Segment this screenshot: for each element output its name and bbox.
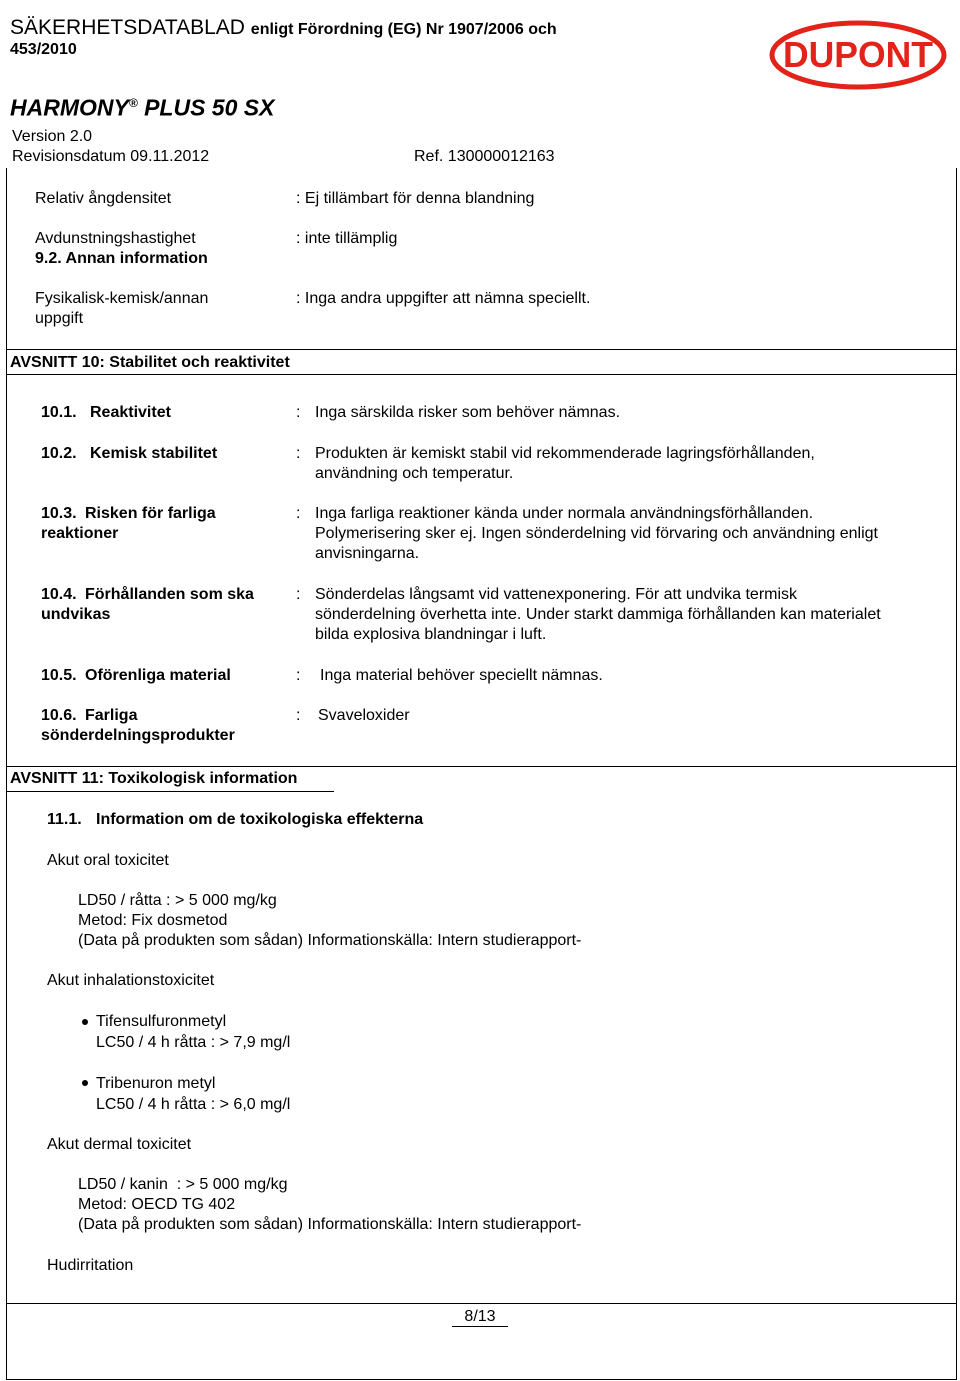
s10-5-text: Inga material behöver speciellt nämnas. bbox=[320, 667, 603, 684]
version: Version 2.0 bbox=[12, 128, 93, 145]
s10-4-label: Förhållanden som ska bbox=[85, 586, 254, 603]
s10-3-text-line2: Polymerisering sker ej. Ingen sönderdelning vid förvaring och användning enligt bbox=[315, 525, 878, 542]
s10-1-label: Reaktivitet bbox=[90, 404, 171, 421]
s11-1-number: 11.1. bbox=[47, 811, 82, 828]
inhal-substance-2: Tribenuron metyl bbox=[96, 1075, 216, 1092]
section10-bottom-rule bbox=[6, 374, 957, 375]
title-regulation: enligt Förordning (EG) Nr 1907/2006 och bbox=[250, 21, 557, 38]
s10-5-label: Oförenliga material bbox=[85, 667, 231, 684]
s10-3-label: Risken för farliga bbox=[85, 505, 216, 522]
inhal-substance-1: Tifensulfuronmetyl bbox=[96, 1013, 227, 1030]
s10-6-number: 10.6. bbox=[41, 707, 77, 724]
oral-ld50: LD50 / råtta : > 5 000 mg/kg bbox=[78, 892, 277, 909]
inhal-value-2: LC50 / 4 h råtta : > 6,0 mg/l bbox=[96, 1096, 291, 1113]
s9-label-relative-vapour-density: Relativ ångdensitet bbox=[35, 190, 172, 207]
s9-label-other-line2: uppgift bbox=[35, 310, 84, 327]
dupont-logo bbox=[768, 20, 948, 90]
s9-value-other: : Inga andra uppgifter att nämna speciellt. bbox=[296, 290, 591, 307]
dermal-ld50: LD50 / kanin : > 5 000 mg/kg bbox=[78, 1176, 288, 1193]
s10-4-text-line2: sönderdelning överhetta inte. Under starkt dammiga förhållanden kan materialet bbox=[315, 606, 881, 623]
section10-top-rule bbox=[6, 349, 957, 350]
page-number: 8/13 bbox=[464, 1308, 496, 1325]
footer-rule bbox=[6, 1303, 957, 1304]
document-title bbox=[10, 16, 557, 42]
s10-3-colon: : bbox=[296, 505, 301, 522]
skin-irritation-title: Hudirritation bbox=[47, 1257, 134, 1274]
logo-text: DUPONT bbox=[783, 34, 934, 75]
section11-heading: AVSNITT 11: Toxikologisk information bbox=[10, 770, 298, 787]
s10-4-colon: : bbox=[296, 586, 301, 603]
s10-4-text-line1: Sönderdelas långsamt vid vattenexponering. För att undvika termisk bbox=[315, 586, 798, 603]
page-border-bottom bbox=[6, 1379, 957, 1380]
s10-2-colon: : bbox=[296, 445, 301, 462]
section11-bottom-rule bbox=[6, 791, 334, 792]
page-number-underline bbox=[452, 1326, 508, 1327]
s10-2-text-line2: användning och temperatur. bbox=[315, 465, 514, 482]
s10-3-text-line3: anvisningarna. bbox=[315, 545, 420, 562]
s10-4-label-line2: undvikas bbox=[41, 606, 111, 623]
s9-value-evaporation-rate: : inte tillämplig bbox=[296, 230, 398, 247]
s9-2-heading: 9.2. Annan information bbox=[35, 250, 208, 267]
revision-date: Revisionsdatum 09.11.2012 bbox=[12, 148, 210, 165]
s10-6-label: Farliga bbox=[85, 707, 138, 724]
product-name-suffix: PLUS 50 SX bbox=[144, 94, 275, 121]
inhal-value-1: LC50 / 4 h råtta : > 7,9 mg/l bbox=[96, 1034, 291, 1051]
dermal-method: Metod: OECD TG 402 bbox=[78, 1196, 236, 1213]
section11-top-rule bbox=[6, 766, 957, 767]
s10-3-label-line2: reaktioner bbox=[41, 525, 119, 542]
registered-mark: ® bbox=[128, 96, 138, 110]
reference-number: Ref. 130000012163 bbox=[414, 148, 555, 165]
product-name-main: HARMONY bbox=[10, 94, 129, 121]
s10-6-colon: : bbox=[296, 707, 301, 724]
dermal-source: (Data på produkten som sådan) Informationskälla: Intern studierapport- bbox=[78, 1216, 582, 1233]
section10-heading: AVSNITT 10: Stabilitet och reaktivitet bbox=[10, 354, 290, 371]
oral-method: Metod: Fix dosmetod bbox=[78, 912, 228, 929]
title-main: SÄKERHETSDATABLAD bbox=[10, 16, 245, 39]
dermal-toxicity-title: Akut dermal toxicitet bbox=[47, 1136, 192, 1153]
s10-3-number: 10.3. bbox=[41, 505, 77, 522]
product-name bbox=[10, 90, 274, 121]
s10-4-text-line3: bilda explosiva blandningar i luft. bbox=[315, 626, 547, 643]
s10-6-label-line2: sönderdelningsprodukter bbox=[41, 727, 235, 744]
inhalation-toxicity-title: Akut inhalationstoxicitet bbox=[47, 972, 215, 989]
s9-label-other-line1: Fysikalisk-kemisk/annan bbox=[35, 290, 209, 307]
s10-1-number: 10.1. bbox=[41, 404, 77, 421]
s10-6-text: Svaveloxider bbox=[318, 707, 410, 724]
s10-2-label: Kemisk stabilitet bbox=[90, 445, 218, 462]
s10-4-number: 10.4. bbox=[41, 586, 77, 603]
s10-5-colon: : bbox=[296, 667, 301, 684]
title-regulation-cont: 453/2010 bbox=[10, 41, 77, 58]
s10-1-colon: : bbox=[296, 404, 301, 421]
s10-5-number: 10.5. bbox=[41, 667, 77, 684]
s9-label-evaporation-rate: Avdunstningshastighet bbox=[35, 230, 196, 247]
s10-2-text-line1: Produkten är kemiskt stabil vid rekommenderade lagringsförhållanden, bbox=[315, 445, 815, 462]
oral-source: (Data på produkten som sådan) Informationskälla: Intern studierapport- bbox=[78, 932, 582, 949]
bullet-icon bbox=[82, 1019, 88, 1025]
oral-toxicity-title: Akut oral toxicitet bbox=[47, 852, 169, 869]
s10-1-text: Inga särskilda risker som behöver nämnas. bbox=[315, 404, 621, 421]
s9-value-relative-vapour-density: : Ej tillämbart för denna blandning bbox=[296, 190, 535, 207]
bullet-icon bbox=[82, 1080, 88, 1086]
s10-3-text-line1: Inga farliga reaktioner kända under normala användningsförhållanden. bbox=[315, 505, 814, 522]
s10-2-number: 10.2. bbox=[41, 445, 77, 462]
s11-1-heading: Information om de toxikologiska effekterna bbox=[96, 811, 424, 828]
